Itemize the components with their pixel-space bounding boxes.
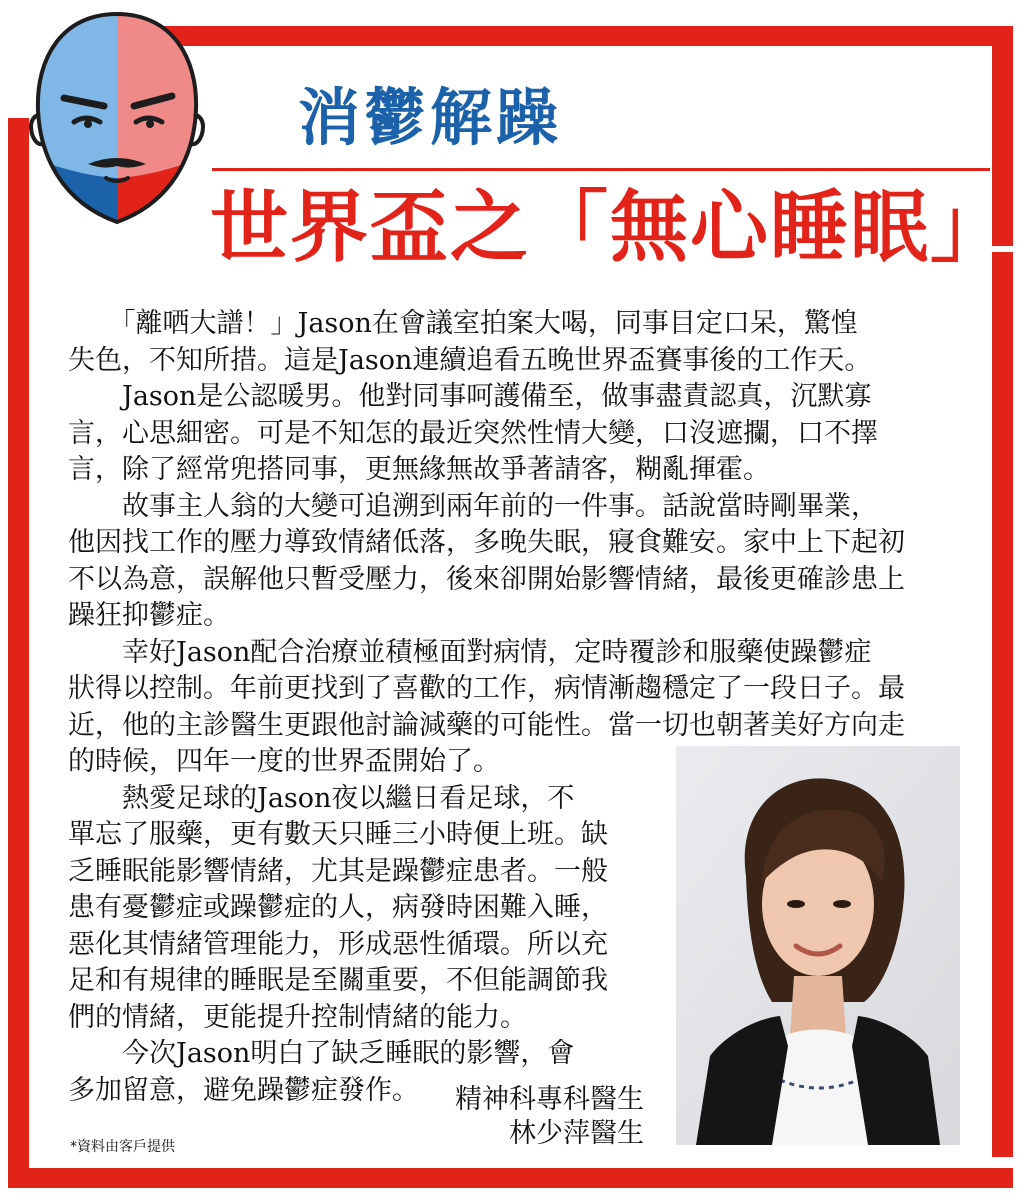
source-footnote: *資料由客戶提供 <box>70 1139 175 1155</box>
title-divider <box>212 168 990 171</box>
article-headline: 世界盃之「無心睡眠」 <box>210 183 1011 273</box>
author-title: 精神科專科醫生 <box>455 1084 644 1115</box>
body-line: 故事主人翁的大變可追溯到兩年前的一件事。話說當時剛畢業， <box>68 490 878 522</box>
body-line: 近，他的主診醫生更跟他討論減藥的可能性。當一切也朝著美好方向走 <box>68 709 905 741</box>
body-line: 言，除了經常兜搭同事，更無緣無故爭著請客，糊亂揮霍。 <box>68 454 770 485</box>
body-line: 躁狂抑鬱症。 <box>68 600 230 631</box>
body-line: Jason是公認暖男。他對同事呵護備至，做事盡責認真，沉默寡 <box>68 381 872 412</box>
body-line: 言，心思細密。可是不知怎的最近突然性情大變，口沒遮攔，口不擇 <box>68 417 878 449</box>
body-line: 足和有規律的睡眠是至關重要，不但能調節我 <box>68 965 608 996</box>
body-line: 患有憂鬱症或躁鬱症的人，病發時困難入睡， <box>68 892 608 923</box>
frame-bottom-bar <box>8 1168 1013 1188</box>
body-line: 今次Jason明白了缺乏睡眠的影響，會 <box>68 1038 575 1069</box>
frame-left-bar <box>8 118 29 1188</box>
doctor-portrait-photo <box>676 746 960 1145</box>
frame-right-bar-lower <box>992 252 1013 1157</box>
column-mascot-face-icon <box>22 6 212 231</box>
body-line: 失色，不知所措。這是Jason連續追看五晚世界盃賽事後的工作天。 <box>68 344 872 376</box>
body-line: 他因找工作的壓力導致情緒低落，多晚失眠，寢食難安。家中上下起初 <box>68 527 905 558</box>
body-line: 乏睡眠能影響情緒，尤其是躁鬱症患者。一般 <box>68 855 608 887</box>
body-line: 單忘了服藥，更有數天只睡三小時便上班。缺 <box>68 819 608 850</box>
author-name: 林少萍醫生 <box>509 1118 644 1149</box>
column-title: 消鬱解躁 <box>298 81 563 154</box>
body-line: 多加留意，避免躁鬱症發作。 <box>68 1074 419 1106</box>
author-byline <box>360 1083 644 1151</box>
body-line: 們的情緒，更能提升控制情緒的能力。 <box>68 1001 527 1033</box>
body-line: 幸好Jason配合治療並積極面對病情，定時覆診和服藥使躁鬱症 <box>68 636 872 668</box>
body-line: 「離哂大譜！」Jason在會議室拍案大喝，同事目定口呆，驚惶 <box>68 308 858 339</box>
body-line: 狀得以控制。年前更找到了喜歡的工作，病情漸趨穩定了一段日子。最 <box>68 673 905 704</box>
body-line: 的時候，四年一度的世界盃開始了。 <box>68 746 500 777</box>
body-line: 熱愛足球的Jason夜以繼日看足球，不 <box>68 782 575 814</box>
frame-top-bar <box>155 26 1013 46</box>
body-line: 不以為意，誤解他只暫受壓力，後來卻開始影響情緒，最後更確診患上 <box>68 563 905 595</box>
body-line: 惡化其情緒管理能力，形成惡性循環。所以充 <box>68 928 608 960</box>
